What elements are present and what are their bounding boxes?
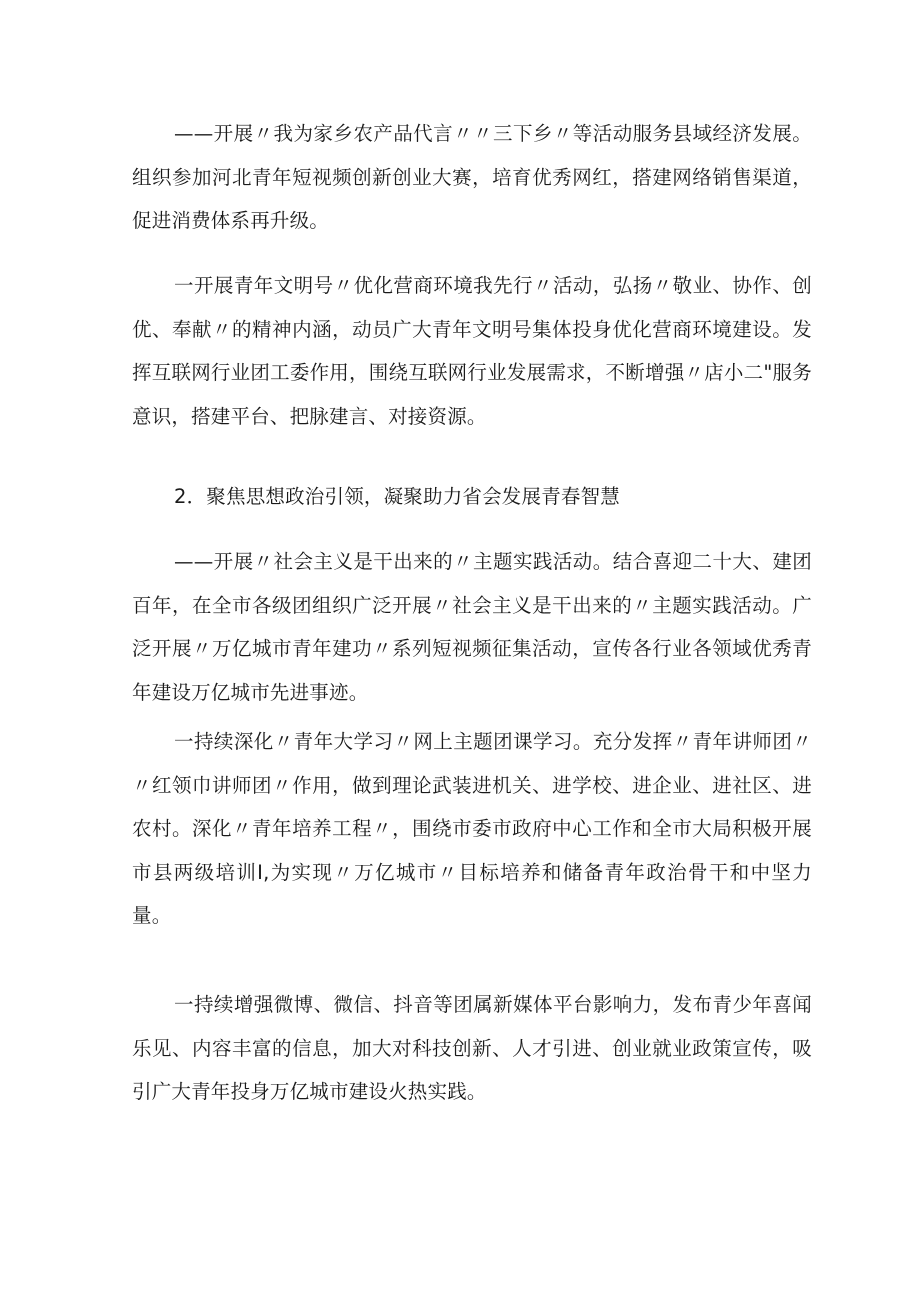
paragraph-new-media: 一持续增强微博、微信、抖音等团属新媒体平台影响力，发布青少年喜闻乐见、内容丰富的信息，加大对科技创新、人才引进、创业就业政策宣传，吸引广大青年投身万亿城市建设火热实践。 [132,993,812,1103]
paragraph-socialism-practice: ——开展〃社会主义是干出来的〃主题实践活动。结合喜迎二十大、建团百年，在全市各级团组织广泛开展〃社会主义是干出来的〃主题实践活动。广泛开展〃万亿城市青年建功〃系列短视频征集活动，宣传各行业各领域优秀青年建设万亿城市先进事迹。 [132,550,812,704]
paragraph-youth-agri-promotion: ——开展〃我为家乡农产品代言〃〃三下乡〃等活动服务县域经济发展。组织参加河北青年短视频创新创业大赛，培育优秀网红，搭建网络销售渠道，促进消费体系再升级。 [132,122,812,232]
paragraph-youth-civilization-post: 一开展青年文明号〃优化营商环境我先行〃活动，弘扬〃敬业、协作、创优、奉献〃的精神内涵，动员广大青年文明号集体投身优化营商环境建设。发挥互联网行业团工委作用，围绕互联网行业发展需求，不断增强〃店小二"服务意识，搭建平台、把脉建言、对接资源。 [132,274,812,428]
paragraph-youth-study: 一持续深化〃青年大学习〃网上主题团课学习。充分发挥〃青年讲师团〃〃红领巾讲师团〃作用，做到理论武装进机关、进学校、进企业、进社区、进农村。深化〃青年培养工程〃，围绕市委市政府中心工作和全市大局积极开展市县两级培训I,为实现〃万亿城市〃目标培养和储备青年政治骨干和中坚力量。 [132,730,812,927]
section-heading-2: 2．聚焦思想政治引领，凝聚助力省会发展青春智慧 [174,485,621,508]
